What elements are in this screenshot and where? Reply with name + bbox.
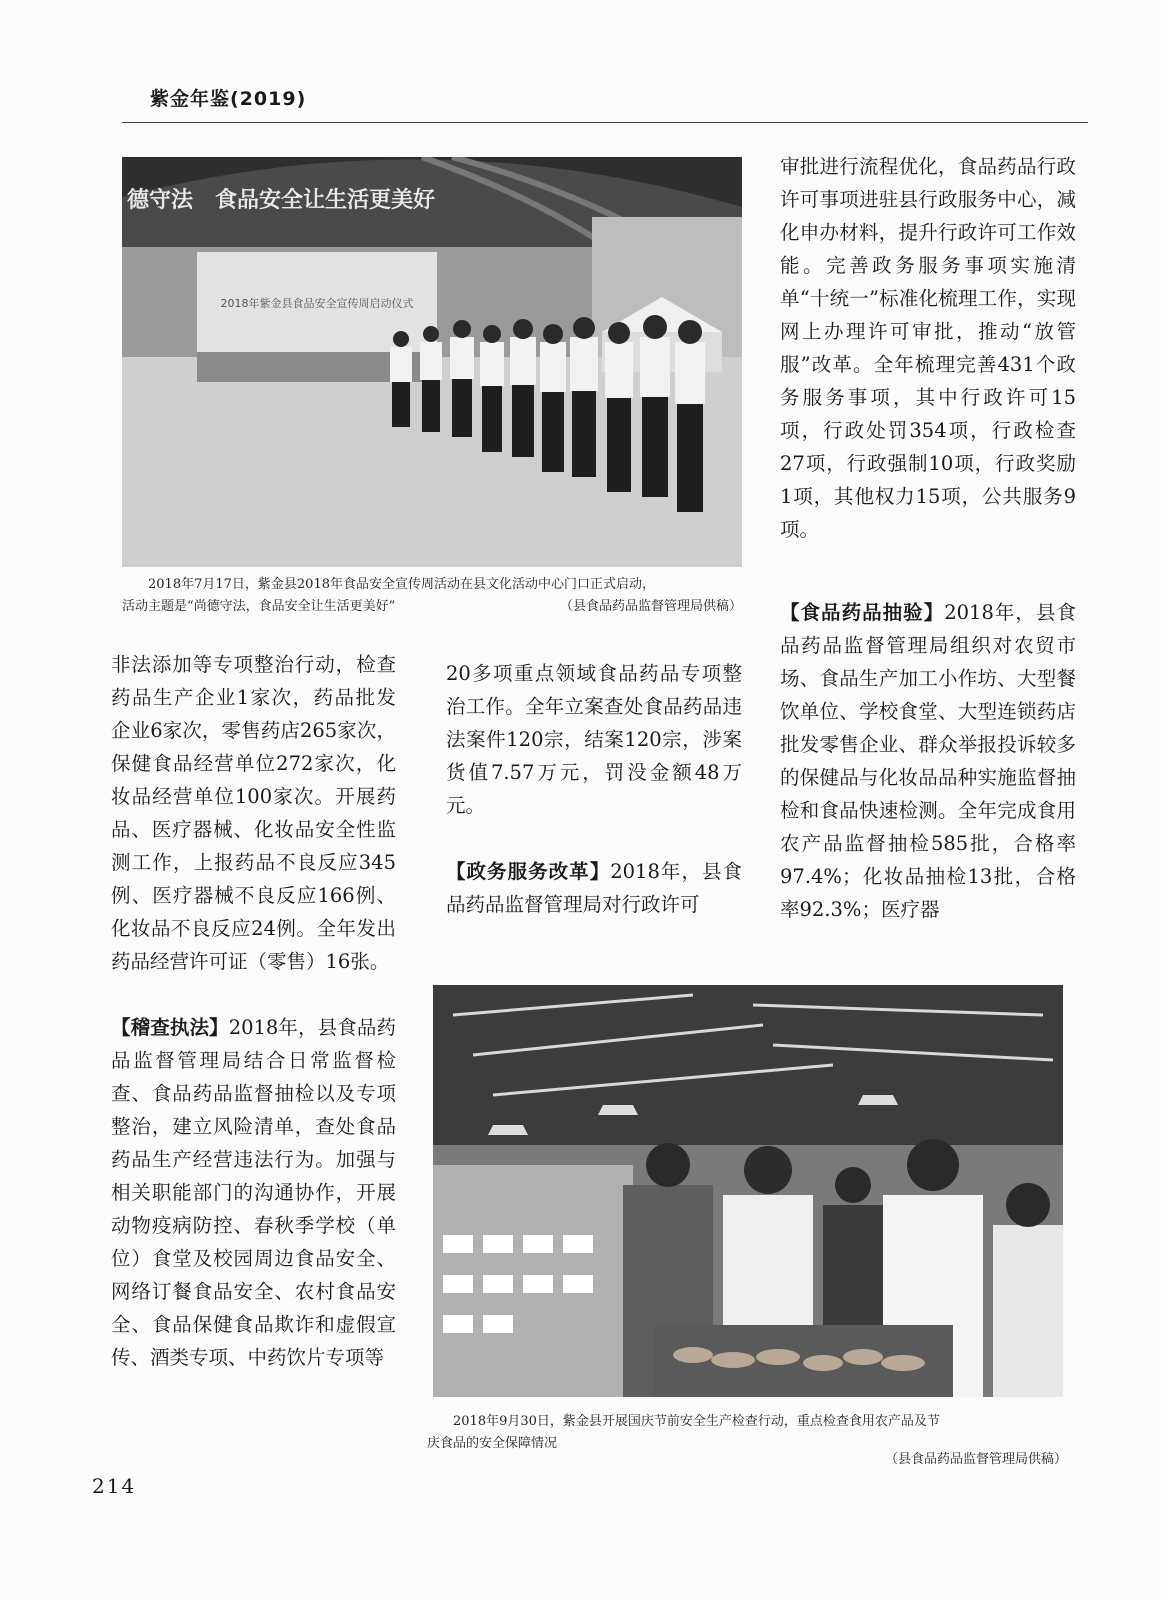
photo-caption-top <box>122 574 742 618</box>
heading-service-reform: 【政务服务改革】 <box>446 860 611 883</box>
page-number: 214 <box>92 1474 137 1498</box>
caption-bottom-line2: 庆食品的安全保障情况 <box>427 1436 558 1451</box>
left-column-text <box>111 648 396 1374</box>
caption-bottom-credit: （县食品药品监督管理局供稿） <box>884 1452 1067 1467</box>
heading-enforcement: 【稽查执法】 <box>111 1016 229 1039</box>
paragraph-approval: 审批进行流程优化，食品药品行政许可事项进驻县行政服务中心，减化申办材料，提升行政许可工作效能。完善政务服务事项实施清单“十统一”标准化梳理工作，实现网上办理许可审批，推动“放管服”改革。全年梳理完善431个政务服务事项，其中行政许可15项，行政处罚354项，行政检查27项，行政强制10项，行政奖励1项，其他权力15项，公共服务9项。 <box>780 155 1076 541</box>
paragraph-service-reform <box>446 855 742 921</box>
caption-top-credit: （县食品药品监督管理局供稿） <box>559 599 742 614</box>
middle-column-text <box>446 657 742 921</box>
paragraph-cases: 20多项重点领域食品药品专项整治工作。全年立案查处食品药品违法案件120宗，结案120宗，涉案货值7.57万元，罚没金额48万元。 <box>446 662 742 817</box>
paragraph-rectification: 非法添加等专项整治行动，检查药品生产企业1家次，药品批发企业6家次，零售药店265家次，保健食品经营单位272家次，化妆品经营单位100家次。开展药品、医疗器械、化妆品安全性监测工作，上报药品不良反应345例、医疗器械不良反应166例、化妆品不良反应24例。全年发出药品经营许可证（零售）16张。 <box>111 653 396 973</box>
photo-market-inspection <box>433 985 1063 1397</box>
photo-launch-ceremony <box>122 157 742 567</box>
paragraph-enforcement <box>111 1011 396 1374</box>
photo-market-inspection-graphic <box>433 985 1063 1397</box>
heading-sampling: 【食品药品抽验】 <box>780 601 945 624</box>
paragraph-service-reform-body: 2018年，县食品药品监督管理局对行政许可 <box>446 860 742 916</box>
right-column-mid-text <box>780 596 1076 926</box>
photo-launch-ceremony-graphic <box>122 157 742 567</box>
paragraph-sampling <box>780 596 1076 926</box>
right-column-top-text <box>780 150 1076 546</box>
caption-bottom-line1: 2018年9月30日，紫金县开展国庆节前安全生产检查行动，重点检查食用农产品及节 <box>453 1414 940 1429</box>
paragraph-sampling-body: 2018年，县食品药品监督管理局组织对农贸市场、食品生产加工小作坊、大型餐饮单位、学校食堂、大型连锁药店批发零售企业、群众举报投诉较多的保健品与化妆品品种实施监督抽检和食品快速检测。全年完成食用农产品监督抽检585批，合格率97.4%；化妆品抽检13批，合格率92.3%；医疗器 <box>780 601 1076 921</box>
photo-caption-bottom <box>427 1411 1067 1471</box>
paragraph-enforcement-body: 2018年，县食品药品监督管理局结合日常监督检查、食品药品监督抽检以及专项整治，建立风险清单，查处食品药品生产经营违法行为。加强与相关职能部门的沟通协作，开展动物疫病防控、春秋季学校（单位）食堂及校园周边食品安全、网络订餐食品安全、农村食品安全、食品保健食品欺诈和虚假宣传、酒类专项、中药饮片专项等 <box>111 1016 396 1369</box>
running-header: 紫金年鉴(2019) <box>150 88 307 110</box>
caption-top-line1: 2018年7月17日，紫金县2018年食品安全宣传周活动在县文化活动中心门口正式启动， <box>148 577 655 592</box>
header-rule <box>122 122 1088 123</box>
arch-banner-text: 德守法 食品安全让生活更美好 <box>127 188 436 213</box>
stage-backdrop-text: 2018年紫金县食品安全宣传周启动仪式 <box>220 297 414 310</box>
caption-top-line2: 活动主题是“尚德守法，食品安全让生活更美好” <box>122 599 396 614</box>
